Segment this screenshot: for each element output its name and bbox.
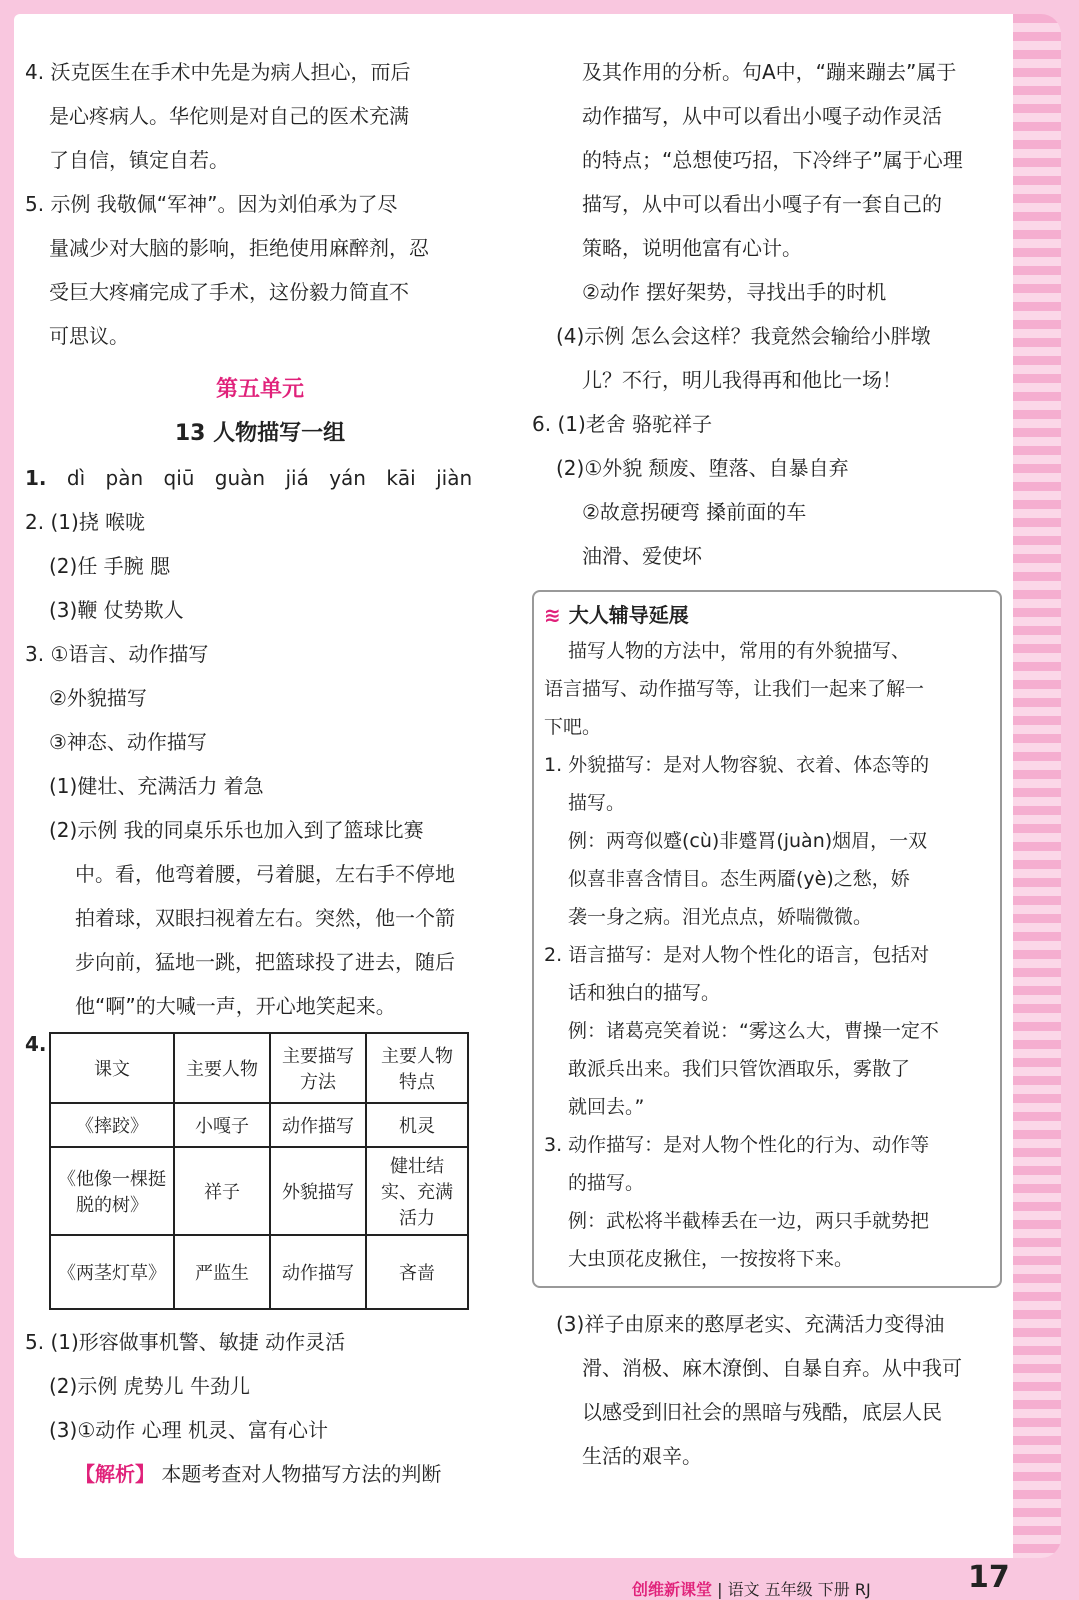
box-line: 1. 外貌描写：是对人物容貌、衣着、体态等的 (544, 754, 930, 776)
answer-line: 他“啊”的大喊一声，开心地笑起来。 (75, 994, 396, 1018)
table-cell: 小嘎子 (174, 1103, 270, 1147)
answer-line: (3)祥子由原来的憨厚老实、充满活力变得油 (556, 1312, 945, 1336)
box-line: 似喜非喜含情目。态生两靥(yè)之愁，娇 (568, 868, 910, 890)
answer-line: 拍着球，双眼扫视着左右。突然，他一个箭 (75, 906, 455, 930)
wave-icon: ≋ (544, 603, 561, 627)
box-line: 例：两弯似蹙(cù)非蹙罥(juàn)烟眉，一双 (568, 830, 928, 852)
pinyin-item: kāi (386, 466, 416, 490)
box-line: 3. 动作描写：是对人物个性化的行为、动作等 (544, 1134, 930, 1156)
answer-line: (2)①外貌 颓废、堕落、自暴自弃 (556, 456, 849, 480)
page-footer (632, 1577, 871, 1600)
answer-line: ②外貌描写 (49, 686, 147, 710)
answer-line: 6. (1)老舍 骆驼祥子 (532, 412, 713, 436)
table-header-cell: 课文 (50, 1033, 174, 1103)
table-cell: 《两茎灯草》 (50, 1235, 174, 1309)
table-header-row (50, 1033, 468, 1103)
left-column (25, 50, 495, 1496)
answer-line: (2)示例 虎势儿 牛劲儿 (49, 1374, 251, 1398)
pinyin-item: jiàn (436, 466, 473, 490)
box-line: 2. 语言描写：是对人物个性化的语言，包括对 (544, 944, 930, 966)
pinyin-item: pàn (105, 466, 144, 490)
answer-line: ②动作 摆好架势，寻找出手的时机 (582, 280, 887, 304)
tutoring-box (532, 590, 1002, 1288)
pinyin-item: qiū (163, 466, 195, 490)
box-line: 的描写。 (568, 1172, 645, 1194)
footer-info: | 语文 五年级 下册 RJ (717, 1580, 871, 1599)
answer-line: 描写，从中可以看出小嘎子有一套自己的 (582, 192, 942, 216)
answer-line: (4)示例 怎么会这样？我竟然会输给小胖墩 (556, 324, 931, 348)
table-cell: 吝啬 (366, 1235, 468, 1309)
table-cell: 严监生 (174, 1235, 270, 1309)
table-cell: 健壮结实、充满活力 (366, 1147, 468, 1235)
explanation-line (25, 1452, 495, 1496)
answer-line: (2)示例 我的同桌乐乐也加入到了篮球比赛 (49, 818, 424, 842)
answer-line: 5. (1)形容做事机警、敏捷 动作灵活 (25, 1330, 346, 1354)
answer-line: 生活的艰辛。 (582, 1444, 702, 1468)
table-cell: 动作描写 (270, 1103, 366, 1147)
answer-line: 及其作用的分析。句A中，“蹦来蹦去”属于 (582, 60, 957, 84)
pinyin-item: guàn (214, 466, 266, 490)
answer-line: 油滑、爱使坏 (582, 544, 702, 568)
answer-line: 受巨大疼痛完成了手术，这份毅力简直不 (49, 280, 409, 304)
answer-line: 的特点；“总想使巧招，下冷绊子”属于心理 (582, 148, 963, 172)
footer-brand: 创维新课堂 (632, 1580, 713, 1599)
pinyin-item: jiá (285, 466, 309, 490)
answer-table (49, 1032, 469, 1310)
table-cell: 动作描写 (270, 1235, 366, 1309)
box-line: 大虫顶花皮揪住，一按按将下来。 (568, 1248, 854, 1270)
question-number: 1. (25, 466, 47, 490)
answer-line: 可思议。 (49, 324, 129, 348)
table-cell: 祥子 (174, 1147, 270, 1235)
answer-line: 3. ①语言、动作描写 (25, 642, 209, 666)
lesson-title: 13 人物描写一组 (174, 421, 346, 446)
table-cell: 《他像一棵挺脱的树》 (50, 1147, 174, 1235)
box-line: 例：诸葛亮笑着说：“雾这么大，曹操一定不 (568, 1020, 939, 1042)
answer-line: ②故意拐硬弯 搡前面的车 (582, 500, 807, 524)
table-cell: 外貌描写 (270, 1147, 366, 1235)
answer-line: ③神态、动作描写 (49, 730, 207, 754)
explanation-text: 本题考查对人物描写方法的判断 (161, 1462, 442, 1486)
answer-line: (3)①动作 心理 机灵、富有心计 (49, 1418, 328, 1442)
table-header-cell: 主要人物特点 (366, 1033, 468, 1103)
answer-line: 策略，说明他富有心计。 (582, 236, 802, 260)
answer-line: 儿？不行，明儿我得再和他比一场！ (582, 368, 902, 392)
answer-line: 量减少对大脑的影响，拒绝使用麻醉剂，忍 (49, 236, 429, 260)
box-line: 下吧。 (544, 716, 602, 738)
answer-line: (3)鞭 仗势欺人 (49, 598, 184, 622)
pinyin-item: dì (66, 466, 86, 490)
page-number: 17 (968, 1560, 1010, 1595)
box-line: 就回去。” (568, 1096, 645, 1118)
answer-line: 是心疼病人。华佗则是对自己的医术充满 (49, 104, 409, 128)
answer-line: 4. 沃克医生在手术中先是为病人担心，而后 (25, 60, 411, 84)
box-line: 例：武松将半截棒丢在一边，两只手就势把 (568, 1210, 930, 1232)
box-line: 敢派兵出来。我们只管饮酒取乐，雾散了 (568, 1058, 911, 1080)
answer-line: 5. 示例 我敬佩“军神”。因为刘伯承为了尽 (25, 192, 398, 216)
box-line: 话和独白的描写。 (568, 982, 721, 1004)
right-column (532, 50, 1002, 1478)
box-line: 语言描写、动作描写等，让我们一起来了解一 (544, 678, 925, 700)
table-header-cell: 主要描写方法 (270, 1033, 366, 1103)
answer-line: 了自信，镇定自若。 (49, 148, 229, 172)
pinyin-item: yán (329, 466, 366, 490)
explanation-label: 【解析】 (75, 1462, 155, 1486)
answer-line: (1)健壮、充满活力 着急 (49, 774, 264, 798)
answer-line: 动作描写，从中可以看出小嘎子动作灵活 (582, 104, 942, 128)
box-line: 描写。 (568, 792, 626, 814)
answer-line: 以感受到旧社会的黑暗与残酷，底层人民 (582, 1400, 942, 1424)
table-header-cell: 主要人物 (174, 1033, 270, 1103)
unit-title: 第五单元 (215, 377, 304, 402)
decorative-wave-border (1013, 14, 1061, 1558)
pinyin-answers (25, 456, 495, 500)
table-row (50, 1235, 468, 1309)
table-row (50, 1103, 468, 1147)
table-cell: 《摔跤》 (50, 1103, 174, 1147)
table-cell: 机灵 (366, 1103, 468, 1147)
tutoring-box-title (544, 598, 986, 632)
q4-block (25, 1032, 495, 1310)
question-number: 4. (25, 1032, 47, 1056)
answer-line: (2)任 手腕 腮 (49, 554, 171, 578)
answer-line: 步向前，猛地一跳，把篮球投了进去，随后 (75, 950, 455, 974)
box-title-text: 大人辅导延展 (568, 603, 689, 627)
answer-line: 2. (1)挠 喉咙 (25, 510, 146, 534)
table-row (50, 1147, 468, 1235)
box-line: 袭一身之病。泪光点点，娇喘微微。 (568, 906, 873, 928)
answer-line: 中。看，他弯着腰，弓着腿，左右手不停地 (75, 862, 455, 886)
box-line: 描写人物的方法中，常用的有外貌描写、 (568, 640, 911, 662)
answer-line: 滑、消极、麻木潦倒、自暴自弃。从中我可 (582, 1356, 962, 1380)
